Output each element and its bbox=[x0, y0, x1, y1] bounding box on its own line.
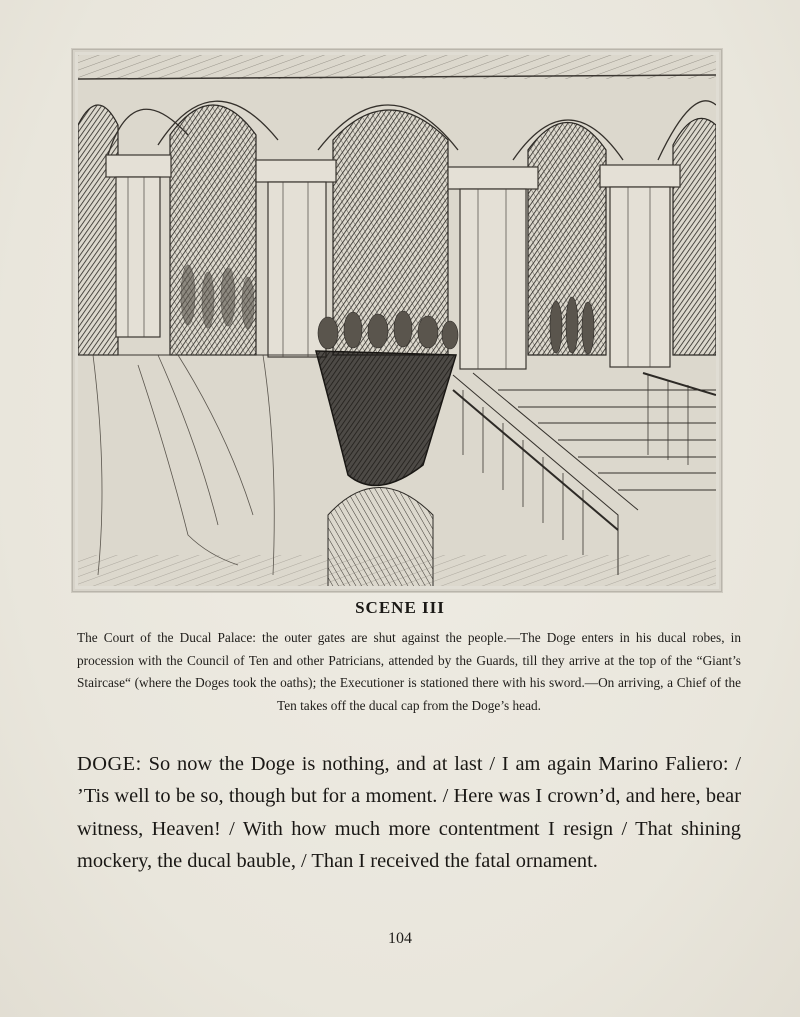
speech-text: So now the Doge is nothing, and at last / I am again Marino Faliero: / ’Tis well to be so, though but for a moment. / Here was I crown’d, and here, bear witness, Heaven! / With how much more contentment I resign / That shining mockery, the ducal bauble, / Than I received the fatal ornament. bbox=[77, 753, 741, 873]
speaker-name: DOGE: bbox=[77, 753, 142, 775]
etching-plate bbox=[72, 49, 722, 592]
doge-speech bbox=[77, 748, 741, 878]
etching-illustration bbox=[78, 55, 716, 586]
page-number: 104 bbox=[388, 930, 412, 947]
stage-direction: The Court of the Ducal Palace: the outer gates are shut against the people.—The Doge enters in his ducal robes, in procession with the Council of Ten and other Patricians, attended by the Guards, till they arrive at the top of the “Giant’s Staircase“ (where the Doges took the oaths); the Executioner is stationed there with his sword.—On arriving, a Chief of the Ten takes off the ducal cap from the Doge’s head. bbox=[77, 630, 741, 713]
scene-title: SCENE III bbox=[355, 598, 445, 617]
